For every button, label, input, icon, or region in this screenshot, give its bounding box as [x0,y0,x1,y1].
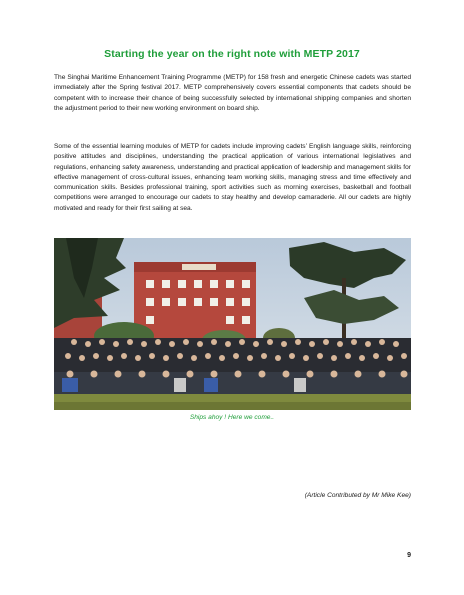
article-credit: (Article Contributed by Mr Mike Kee) [304,492,411,499]
article-title: Starting the year on the right note with METP 2017 [104,48,360,60]
page-number: 9 [407,552,411,559]
article-paragraph-1: The Singhai Maritime Enhancement Training Programme (METP) for 158 fresh and energetic Chinese cadets was started immediately after the Spring festival 2017. METP comprehensively covers essential components that cadets should be competent with to increase their chance of being successfully selected by international shipping companies and shorten the adjustment period to their new working environment on board ship. [54,74,411,112]
photo-caption: Ships ahoy ! Here we come.. [189,414,275,421]
group-photo [54,238,411,410]
article-paragraph-2: Some of the essential learning modules of METP for cadets include improving cadets’ English language skills, reinforcing positive attitudes and disciplines, understanding the practical application of various international legislatives and regulations, enhancing safety awareness, understanding and practical application of leadership and management skills for effective management of cross-cultural issues, enhancing team working skills, managing stress and time effectively and communication skills. Besides professional training, sport activities such as morning exercises, basketball and football competitions were arranged to encourage our cadets to stay healthy and develop camaraderie. All our cadets are highly motivated and ready for their first sailing at sea. [54,143,411,212]
